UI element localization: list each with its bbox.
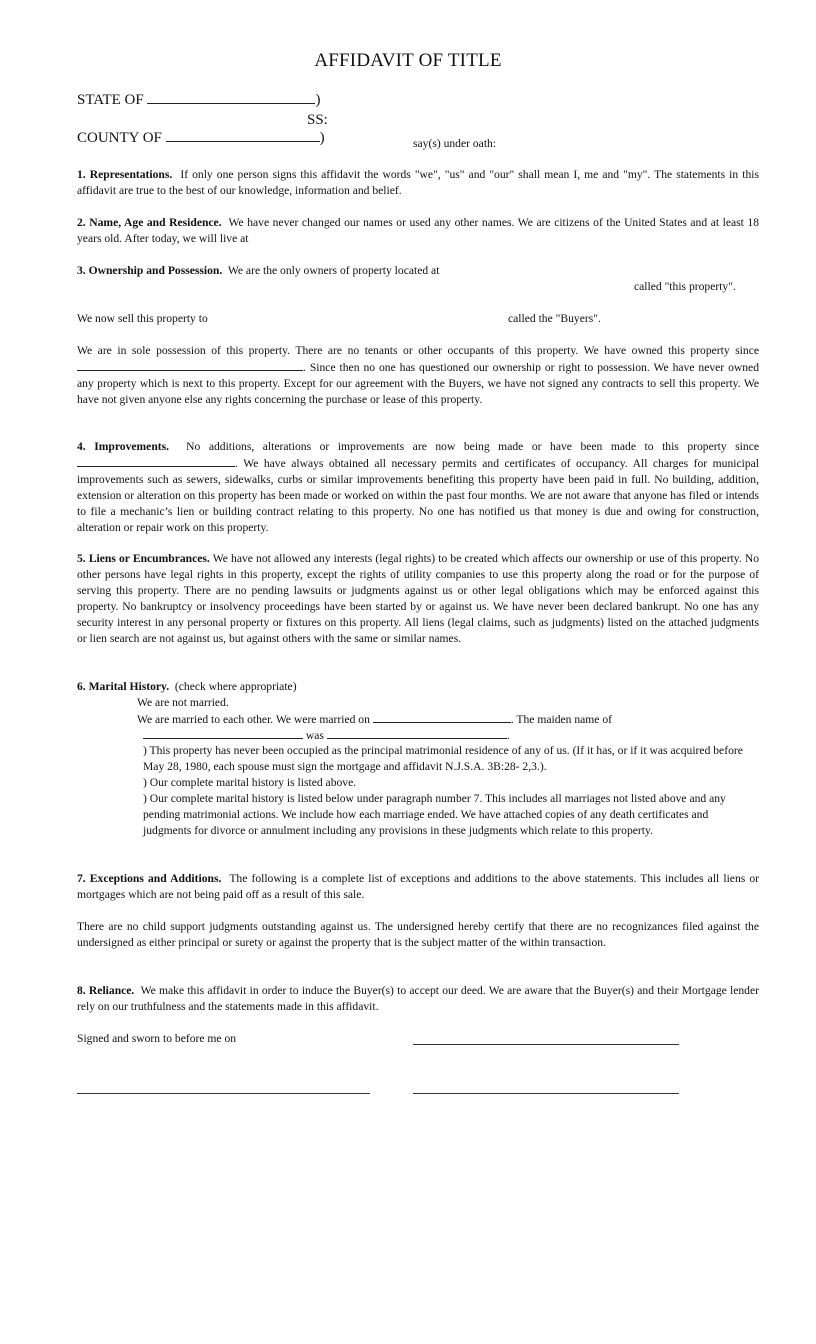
option-married[interactable] [137, 711, 612, 728]
section-text: We are the only owners of property located at [227, 264, 440, 277]
maiden-name-person-blank[interactable] [143, 727, 303, 739]
section-heading: 1. Representations. [77, 168, 173, 181]
section-heading: 6. Marital History. [77, 680, 170, 693]
signed-sworn-label: Signed and sworn to before me on [77, 1032, 237, 1045]
section-child-support: There are no child support judgments outstanding against us. The undersigned hereby certify that there are no recognizances filed against the undersigned as either principal or surety or against the property that is the subject matter of the within transaction. [77, 920, 759, 949]
section-ownership [77, 263, 759, 279]
section-heading: 8. Reliance. [77, 984, 135, 997]
section-exceptions [77, 871, 759, 903]
state-line [77, 92, 320, 109]
section-liens [77, 551, 759, 647]
option-never-occupied[interactable]: ) This property has never been occupied as the principal matrimonial residence of any of us. (If it has, or if it was acquired before May 28, 1980, each spouse must sign the mortgage and affidavit N.J.S.A. 3B:28- 2,3.). [143, 744, 743, 773]
section-heading: 5. Liens or Encumbrances. [77, 552, 210, 565]
owned-since-blank[interactable] [77, 359, 303, 371]
married-on-blank[interactable] [373, 711, 511, 723]
maiden-name-line [143, 727, 510, 744]
section-text: We have not allowed any interests (legal rights) to be created which affects our ownership or use of this property. No other persons have legal rights in this property, except the rights of utility companies to use this property along the road or for the purpose of serving this property. There are no pending lawsuits or judgments against us or other legal obligations which may be enforced against this property. No bankruptcy or insolvency proceedings have been started by or against us. We have never been declared bankrupt. No one has any security interest in any personal property or fixtures on this property. All liens (legal claims, such as judgments) listed on the attached judgments or lien search are not against us, but against others with the same or similar names. [77, 552, 760, 645]
oath-label: say(s) under oath: [413, 137, 497, 150]
option-history-below[interactable]: ) Our complete marital history is listed below under paragraph number 7. This includes all marriages not listed above and any pending matrimonial actions. We include how each marriage ended. We have attached copies of any death certificates and judgments for divorce or annulment including any provisions in these judgments which relate to this property. [143, 792, 726, 837]
notary-signature-line[interactable] [77, 1093, 370, 1094]
option-text: . The maiden name of [510, 713, 613, 726]
section-improvements [77, 439, 759, 536]
ss-label: SS: [307, 112, 328, 128]
state-label: STATE OF [77, 92, 144, 108]
marital-note: (check where appropriate) [174, 680, 297, 693]
section-text: . Since then no one has questioned our ownership or right to possession. We have never owned any property which is next to this property. Except for our agreement with the Buyers, we have not signed any contracts to sell this property. We have not given anyone else any rights concerning the purchase or lease of this property. [77, 361, 759, 406]
county-paren: ) [319, 130, 325, 146]
section-marital-history [77, 679, 297, 695]
period: . [506, 729, 510, 742]
county-label: COUNTY OF [77, 130, 162, 146]
document-title: AFFIDAVIT OF TITLE [314, 50, 502, 71]
signature-line-2[interactable] [413, 1093, 679, 1094]
state-paren: ) [315, 92, 321, 108]
section-ownership-possession [77, 343, 759, 408]
option-history-above[interactable]: ) Our complete marital history is listed above. [143, 776, 357, 789]
section-text: We are in sole possession of this property. There are no tenants or other occupants of this property. We have owned this property since [77, 344, 759, 357]
signature-line-1[interactable] [413, 1044, 679, 1045]
section-heading: 7. Exceptions and Additions. [77, 872, 222, 885]
section-text: We have never changed our names or used any other names. We are citizens of the United States and at least 18 years old. After today, we will live at [77, 216, 759, 245]
section-name-age-residence [77, 215, 759, 247]
section-heading: 3. Ownership and Possession. [77, 264, 223, 277]
section-reliance [77, 983, 759, 1015]
maiden-name-blank[interactable] [327, 727, 507, 739]
section-text: . We have always obtained all necessary permits and certificates of occupancy. All charges for municipal improvements such as sewers, sidewalks, curbs or similar improvements benefiting this property have been paid in full. No building, addition, extension or alteration on this property has been made or worked on within the past four months. We are not aware that anyone has filed or intends to file a mechanic’s lien or building contract relating to this property. No one has notified us that money is due and owing for construction, alteration or repair work on this property. [77, 457, 759, 534]
county-line [77, 130, 325, 147]
section-text: No additions, alterations or improvements are now being made or have been made to this property since [186, 440, 759, 453]
section-heading: 4. Improvements. [77, 440, 170, 453]
section-representations [77, 167, 759, 199]
sell-to-label: We now sell this property to [77, 312, 208, 325]
called-buyers: called the "Buyers". [508, 312, 601, 325]
section-text: We make this affidavit in order to induce the Buyer(s) to accept our deed. We are aware that the Buyer(s) and their Mortgage lender rely on our truthfulness and the statements made in this affidavit. [77, 984, 759, 1013]
county-blank[interactable] [166, 130, 320, 142]
option-text: We are married to each other. We were married on [137, 713, 370, 726]
improvements-since-blank[interactable] [77, 455, 235, 467]
section-text: The following is a complete list of exceptions and additions to the above statements. This includes all liens or mortgages which are not being paid off as a result of this sale. [77, 872, 759, 901]
called-this-property: called "this property". [634, 280, 736, 293]
state-blank[interactable] [147, 92, 315, 104]
was-label: was [305, 729, 324, 742]
section-text: If only one person signs this affidavit the words "we", "us" and "our" shall mean I, me and "my". The statements in this affidavit are true to the best of our knowledge, information and belief. [77, 168, 759, 197]
option-not-married[interactable]: We are not married. [137, 696, 229, 709]
section-heading: 2. Name, Age and Residence. [77, 216, 222, 229]
